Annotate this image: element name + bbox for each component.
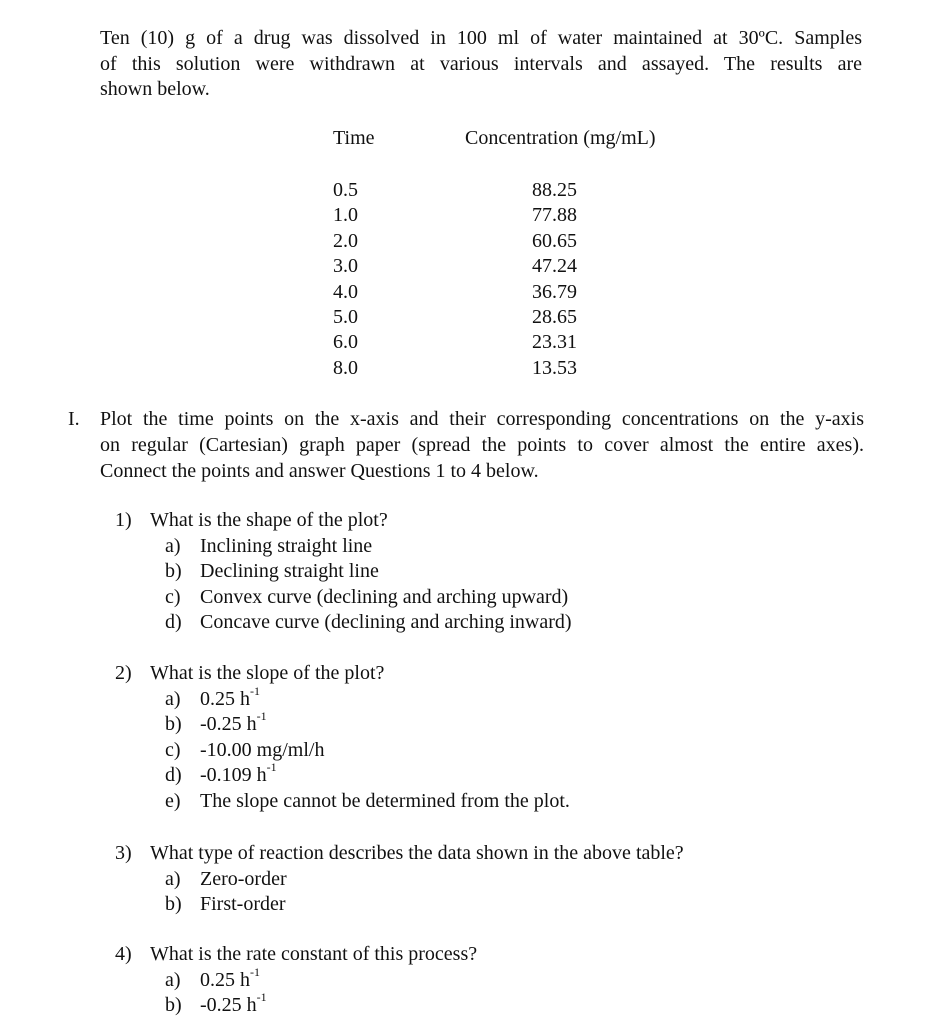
option-text: Declining straight line bbox=[200, 560, 379, 582]
table-column-time bbox=[333, 178, 358, 381]
superscript-exponent: -1 bbox=[266, 760, 277, 775]
option-text bbox=[200, 990, 267, 1019]
option-label: a) bbox=[165, 687, 181, 710]
superscript-exponent: -1 bbox=[256, 709, 267, 724]
question-number: 2) bbox=[115, 662, 132, 684]
option-text: The slope cannot be determined from the plot. bbox=[200, 789, 570, 812]
question-number: 3) bbox=[115, 842, 132, 864]
intro-line: Ten (10) g of a drug was dissolved in 100 ml of water maintained at 30ºC. Samples bbox=[100, 27, 862, 49]
table-cell-concentration: 13.53 bbox=[532, 356, 577, 379]
question-text: What is the rate constant of this process? bbox=[150, 943, 478, 965]
table-cell-time: 5.0 bbox=[333, 305, 358, 328]
option-label: d) bbox=[165, 764, 182, 786]
superscript-exponent: -1 bbox=[256, 990, 267, 1005]
question-number: 4) bbox=[115, 943, 132, 965]
intro-paragraph bbox=[100, 26, 862, 103]
table-header-concentration: Concentration (mg/mL) bbox=[465, 127, 656, 149]
question-number: 1) bbox=[115, 509, 132, 531]
option-text bbox=[200, 683, 260, 713]
superscript-exponent: -1 bbox=[250, 964, 260, 979]
option-text: -10.00 mg/ml/h bbox=[200, 738, 325, 761]
option-text: Convex curve (declining and arching upward) bbox=[200, 585, 569, 608]
option-label: a) bbox=[165, 534, 181, 557]
option-label: b) bbox=[165, 560, 182, 582]
option-label: b) bbox=[165, 994, 182, 1016]
option-label: c) bbox=[165, 738, 181, 761]
option-text bbox=[200, 760, 277, 789]
intro-line: of this solution were withdrawn at various intervals and assayed. The results are bbox=[100, 52, 862, 75]
option-value: -0.25 h bbox=[200, 713, 257, 735]
option-label: a) bbox=[165, 968, 181, 991]
table-cell-time: 1.0 bbox=[333, 204, 358, 227]
option-value: 0.25 h bbox=[200, 968, 250, 991]
option-value: -0.25 h bbox=[200, 994, 257, 1016]
section-number: I. bbox=[68, 408, 80, 430]
table-cell-time: 8.0 bbox=[333, 356, 358, 379]
table-cell-concentration: 47.24 bbox=[532, 255, 577, 278]
question-text: What is the shape of the plot? bbox=[150, 509, 388, 531]
section-line: Connect the points and answer Questions 1 to 4 below. bbox=[100, 460, 539, 482]
option-label: e) bbox=[165, 789, 181, 812]
option-value: 0.25 h bbox=[200, 687, 250, 710]
table-cell-concentration: 36.79 bbox=[532, 280, 577, 303]
question-text: What is the slope of the plot? bbox=[150, 662, 385, 684]
option-label: a) bbox=[165, 867, 181, 890]
option-text: Concave curve (declining and arching inward) bbox=[200, 611, 572, 633]
table-cell-concentration: 88.25 bbox=[532, 179, 577, 201]
option-text: First-order bbox=[200, 893, 286, 915]
option-label: b) bbox=[165, 713, 182, 735]
option-text bbox=[200, 709, 267, 738]
option-text: Inclining straight line bbox=[200, 534, 373, 557]
option-text bbox=[200, 964, 260, 994]
question-text: What type of reaction describes the data shown in the above table? bbox=[150, 842, 684, 864]
section-line: on regular (Cartesian) graph paper (spread the points to cover almost the entire axes). bbox=[100, 434, 864, 456]
superscript-exponent: -1 bbox=[250, 683, 260, 698]
table-cell-concentration: 23.31 bbox=[532, 331, 577, 354]
table-cell-time: 3.0 bbox=[333, 255, 358, 278]
section-line: Plot the time points on the x-axis and their corresponding concentrations on the y-axis bbox=[100, 408, 864, 430]
option-label: b) bbox=[165, 893, 182, 915]
option-label: c) bbox=[165, 585, 181, 608]
intro-line: shown below. bbox=[100, 78, 210, 100]
option-label: d) bbox=[165, 611, 182, 633]
table-cell-time: 0.5 bbox=[333, 179, 358, 201]
table-cell-time: 2.0 bbox=[333, 229, 358, 252]
table-cell-concentration: 28.65 bbox=[532, 305, 577, 328]
table-column-concentration bbox=[532, 178, 577, 381]
option-value: -0.109 h bbox=[200, 764, 267, 786]
table-header-time: Time bbox=[333, 127, 375, 149]
section-text bbox=[100, 406, 864, 484]
table-cell-time: 4.0 bbox=[333, 280, 358, 303]
table-cell-time: 6.0 bbox=[333, 331, 358, 354]
option-text: Zero-order bbox=[200, 867, 287, 890]
table-cell-concentration: 60.65 bbox=[532, 229, 577, 252]
table-cell-concentration: 77.88 bbox=[532, 204, 577, 227]
